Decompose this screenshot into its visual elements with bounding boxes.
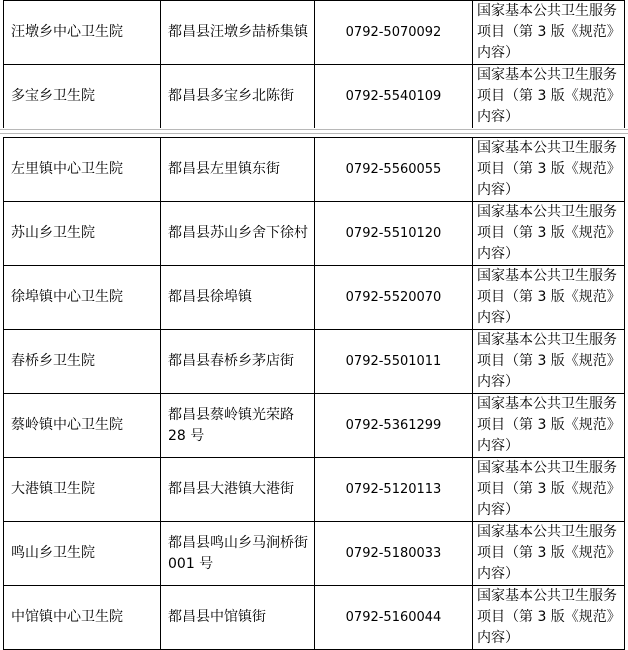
clinic-phone-cell: 0792-5560055 [315,138,473,202]
clinic-service-cell: 国家基本公共卫生服务项目（第 3 版《规范》内容） [473,202,625,266]
clinic-address-cell: 都昌县徐埠镇 [161,266,315,330]
table-row [4,586,625,650]
clinic-phone-cell: 0792-5510120 [315,202,473,266]
table-row [4,458,625,522]
clinic-service-cell: 国家基本公共卫生服务项目（第 3 版《规范》内容） [473,138,625,202]
clinic-address-cell: 都昌县汪墩乡喆桥集镇 [161,1,315,65]
clinic-name-cell: 苏山乡卫生院 [4,202,161,266]
clinic-address-cell: 都昌县鸣山乡马涧桥街 001 号 [161,522,315,586]
clinic-service-cell: 国家基本公共卫生服务项目（第 3 版《规范》内容） [473,522,625,586]
clinic-address-cell: 都昌县多宝乡北陈街 [161,65,315,129]
clinic-phone-cell: 0792-5070092 [315,1,473,65]
clinic-service-cell: 国家基本公共卫生服务项目（第 3 版《规范》内容） [473,266,625,330]
clinic-service-cell: 国家基本公共卫生服务项目（第 3 版《规范》内容） [473,586,625,650]
table-row [4,330,625,394]
table-row [4,202,625,266]
clinic-phone-cell: 0792-5160044 [315,586,473,650]
clinic-name-cell: 汪墩乡中心卫生院 [4,1,161,65]
clinic-phone-cell: 0792-5361299 [315,394,473,458]
clinic-service-cell: 国家基本公共卫生服务项目（第 3 版《规范》内容） [473,394,625,458]
clinic-service-cell: 国家基本公共卫生服务项目（第 3 版《规范》内容） [473,1,625,65]
clinic-service-cell: 国家基本公共卫生服务项目（第 3 版《规范》内容） [473,458,625,522]
table-row [4,394,625,458]
clinic-address-cell: 都昌县苏山乡舍下徐村 [161,202,315,266]
table-row [4,522,625,586]
clinic-service-cell: 国家基本公共卫生服务项目（第 3 版《规范》内容） [473,330,625,394]
clinic-table-top [3,0,625,129]
clinic-phone-cell: 0792-5540109 [315,65,473,129]
clinic-address-cell: 都昌县春桥乡茅店街 [161,330,315,394]
clinic-address-cell: 都昌县中馆镇街 [161,586,315,650]
page-break-separator [0,128,628,136]
clinic-table-bottom [3,137,625,650]
clinic-address-cell: 都昌县蔡岭镇光荣路 28 号 [161,394,315,458]
clinic-table-top-body [4,1,625,129]
clinic-phone-cell: 0792-5501011 [315,330,473,394]
clinic-phone-cell: 0792-5520070 [315,266,473,330]
clinic-phone-cell: 0792-5180033 [315,522,473,586]
clinic-address-cell: 都昌县左里镇东街 [161,138,315,202]
clinic-address-cell: 都昌县大港镇大港街 [161,458,315,522]
clinic-name-cell: 多宝乡卫生院 [4,65,161,129]
clinic-name-cell: 徐埠镇中心卫生院 [4,266,161,330]
clinic-name-cell: 中馆镇中心卫生院 [4,586,161,650]
page-break-line-bottom [0,133,628,134]
table-row [4,138,625,202]
clinic-name-cell: 左里镇中心卫生院 [4,138,161,202]
clinic-name-cell: 大港镇卫生院 [4,458,161,522]
clinic-phone-cell: 0792-5120113 [315,458,473,522]
clinic-name-cell: 蔡岭镇中心卫生院 [4,394,161,458]
clinic-name-cell: 鸣山乡卫生院 [4,522,161,586]
table-row [4,1,625,65]
table-row [4,65,625,129]
table-row [4,266,625,330]
clinic-service-cell: 国家基本公共卫生服务项目（第 3 版《规范》内容） [473,65,625,129]
clinic-table-bottom-body [4,138,625,650]
clinic-name-cell: 春桥乡卫生院 [4,330,161,394]
page-break-line-top [0,129,628,130]
